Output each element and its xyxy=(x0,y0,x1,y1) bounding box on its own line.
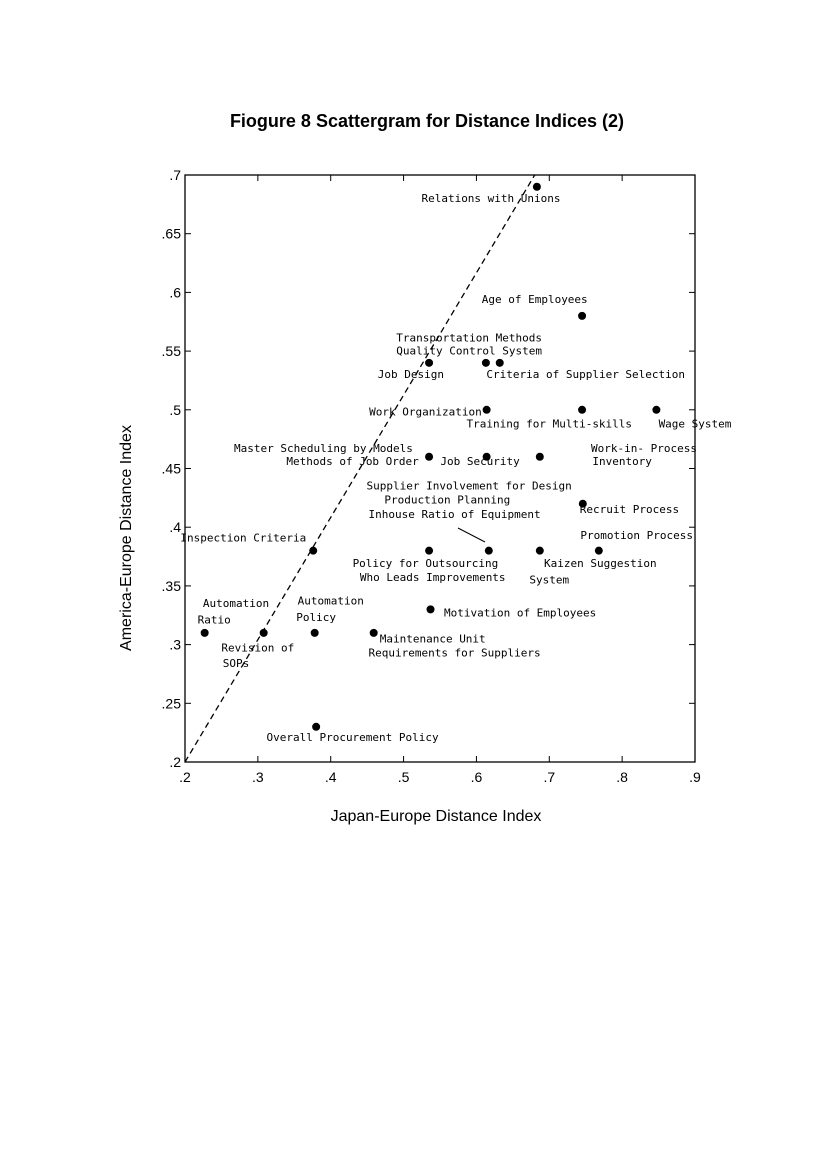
point-label: Policy xyxy=(296,611,337,625)
point-label: System xyxy=(529,573,570,587)
leader-line xyxy=(458,528,485,542)
point-label: Supplier Involvement for Design xyxy=(366,479,572,493)
x-tick-label: .8 xyxy=(616,769,628,785)
point-label: Maintenance Unit xyxy=(379,632,486,646)
scatter-point xyxy=(309,547,317,555)
y-tick-label: .35 xyxy=(161,577,181,594)
plot-frame xyxy=(185,175,695,762)
y-tick-label: .55 xyxy=(161,343,181,360)
point-label: Ratio xyxy=(197,613,231,627)
scatter-point xyxy=(652,406,660,414)
scatter-point xyxy=(201,629,209,637)
x-tick-label: .7 xyxy=(543,769,556,785)
scatter-point xyxy=(485,547,493,555)
scatter-point xyxy=(260,629,268,637)
y-axis-ticks xyxy=(162,167,695,770)
y-tick-label: .7 xyxy=(169,167,181,183)
y-tick-label: .6 xyxy=(169,284,181,301)
point-label: Methods of Job Order xyxy=(286,454,419,468)
y-tick-label: .45 xyxy=(161,460,181,477)
point-label: Job Security xyxy=(440,454,520,468)
point-label: Job Design xyxy=(377,368,444,382)
reference-line xyxy=(185,175,535,762)
x-axis-label: Japan-Europe Distance Index xyxy=(330,808,542,825)
scatter-point xyxy=(533,183,541,191)
scatter-point xyxy=(578,312,586,320)
scatter-point xyxy=(425,547,433,555)
x-tick-label: .4 xyxy=(324,769,337,785)
y-tick-label: .5 xyxy=(169,401,181,418)
point-label: Relations with Unions xyxy=(421,192,561,206)
scatter-point xyxy=(425,453,433,461)
scatter-point xyxy=(483,406,491,414)
point-label: Inspection Criteria xyxy=(180,531,307,545)
point-label: Criteria of Supplier Selection xyxy=(486,368,686,382)
point-label: Training for Multi-skills xyxy=(466,417,633,431)
point-label: Age of Employees xyxy=(481,292,588,306)
point-label: Production Planning xyxy=(384,493,511,507)
x-tick-label: .5 xyxy=(397,769,410,785)
point-label: Who Leads Improvements xyxy=(359,571,506,585)
scatter-point xyxy=(595,547,603,555)
y-tick-label: .4 xyxy=(169,519,181,536)
point-label: Automation xyxy=(202,597,270,611)
point-label: Work Organization xyxy=(369,405,482,419)
point-label: Inventory xyxy=(592,454,652,468)
scatter-point xyxy=(425,359,433,367)
scatter-point xyxy=(496,359,504,367)
scatter-point xyxy=(578,406,586,414)
y-tick-label: .25 xyxy=(161,695,181,712)
x-tick-label: .9 xyxy=(689,769,701,785)
scatter-point xyxy=(482,359,490,367)
y-axis-label: America-Europe Distance Index xyxy=(118,425,135,651)
scatter-point xyxy=(536,547,544,555)
x-tick-label: .2 xyxy=(179,769,191,785)
y-tick-label: .65 xyxy=(161,225,181,242)
point-label: Automation xyxy=(297,594,364,608)
point-label: Inhouse Ratio of Equipment xyxy=(368,507,541,521)
point-label: Revision of xyxy=(221,641,295,655)
point-labels xyxy=(180,192,731,744)
point-label: Policy for Outsourcing xyxy=(352,557,499,571)
point-label: Overall Procurement Policy xyxy=(266,730,439,744)
scatter-point xyxy=(536,453,544,461)
point-label: Master Scheduling by Models xyxy=(234,442,413,456)
point-label: Recruit Process xyxy=(579,503,680,517)
scatter-point xyxy=(427,605,435,613)
point-label: Promotion Process xyxy=(580,528,694,542)
point-label: Requirements for Suppliers xyxy=(368,646,541,660)
x-tick-label: .3 xyxy=(252,769,264,785)
chart-title: Fiogure 8 Scattergram for Distance Indices (2) xyxy=(229,111,625,131)
point-label: Transportation Methods xyxy=(396,331,542,345)
point-label: SOPs xyxy=(222,656,250,670)
point-label: Work-in- Process xyxy=(591,442,697,456)
point-label: Wage System xyxy=(658,417,732,431)
scatter-point xyxy=(312,723,320,731)
point-label: Kaizen Suggestion xyxy=(543,557,657,571)
scatter-point xyxy=(311,629,319,637)
scatter-point xyxy=(370,629,378,637)
y-tick-label: .3 xyxy=(169,636,181,653)
x-tick-label: .6 xyxy=(470,769,483,785)
point-label: Quality Control System xyxy=(396,344,542,358)
y-tick-label: .2 xyxy=(169,754,181,770)
point-label: Motivation of Employees xyxy=(443,606,597,620)
